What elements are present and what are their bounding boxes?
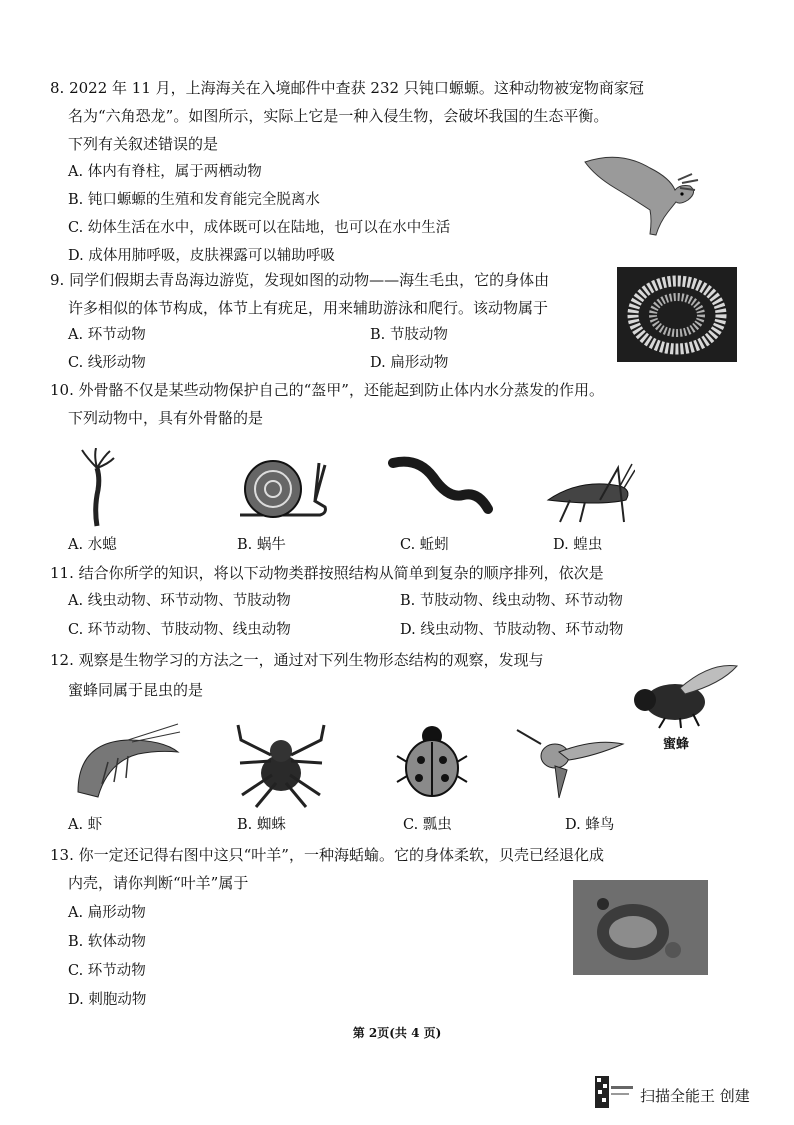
q8-stem-line2: 名为“六角恐龙”。如图所示，实际上它是一种入侵生物，会破坏我国的生态平衡。 — [68, 107, 609, 125]
q11-option-c: C. 环节动物、节肢动物、线虫动物 — [68, 622, 291, 638]
q8-option-a: A. 体内有脊柱，属于两栖动物 — [68, 164, 262, 180]
q11-stem-line1: 11. 结合你所学的知识，将以下动物类群按照结构从简单到复杂的顺序排列，依次是 — [50, 564, 604, 582]
page-number: 第 2页(共 4 页) — [352, 1026, 442, 1040]
snail-image — [235, 455, 330, 523]
q12-option-d: D. 蜂鸟 — [565, 817, 615, 833]
hummingbird-image — [515, 722, 625, 802]
q11-option-d: D. 线虫动物、节肢动物、环节动物 — [400, 622, 624, 638]
q13-option-d: D. 刺胞动物 — [68, 992, 147, 1008]
q12-option-b: B. 蜘蛛 — [237, 817, 286, 833]
hydra-image — [72, 448, 122, 528]
q10-stem-line1: 10. 外骨骼不仅是某些动物保护自己的“盔甲”，还能起到防止体内水分蒸发的作用。 — [50, 381, 604, 399]
q12-option-c: C. 瓢虫 — [403, 817, 452, 833]
q12-stem-line2: 蜜蜂同属于昆虫的是 — [68, 681, 204, 699]
leaf-sheep-image — [573, 880, 708, 975]
scanner-watermark: 扫描全能王 创建 — [640, 1087, 750, 1105]
q13-option-c: C. 环节动物 — [68, 963, 146, 979]
q10-option-c: C. 蚯蚓 — [400, 537, 449, 553]
axolotl-image — [580, 150, 710, 240]
q13-option-a: A. 扁形动物 — [68, 905, 146, 921]
q10-option-b: B. 蜗牛 — [237, 537, 286, 553]
q8-option-b: B. 钝口螈螈的生殖和发育能完全脱离水 — [68, 192, 320, 208]
q8-option-d: D. 成体用肺呼吸，皮肤裸露可以辅助呼吸 — [68, 248, 335, 264]
q9-stem-line2: 许多相似的体节构成，体节上有疣足，用来辅助游泳和爬行。该动物属于 — [68, 299, 549, 317]
q10-option-a: A. 水螅 — [68, 537, 117, 553]
q13-stem-line1: 13. 你一定还记得右图中这只“叶羊”，一种海蛞蝓。它的身体柔软，贝壳已经退化成 — [50, 846, 604, 864]
q9-option-b: B. 节肢动物 — [370, 327, 448, 343]
q8-stem-line3: 下列有关叙述错误的是 — [68, 135, 219, 153]
q8-stem-line1: 8. 2022 年 11 月，上海海关在入境邮件中查获 232 只钝口螈螈。这种动物被宠物商家冠 — [50, 79, 644, 97]
q9-option-c: C. 线形动物 — [68, 355, 146, 371]
q12-option-a: A. 虾 — [68, 817, 103, 833]
sea-worm-image — [617, 267, 737, 362]
bee-label: 蜜蜂 — [663, 737, 690, 752]
q13-option-b: B. 软体动物 — [68, 934, 146, 950]
q13-stem-line2: 内壳，请你判断“叶羊”属于 — [68, 874, 249, 892]
shrimp-image — [68, 722, 183, 807]
q9-stem-line1: 9. 同学们假期去青岛海边游览，发现如图的动物——海生毛虫，它的身体由 — [50, 271, 550, 289]
q11-option-a: A. 线虫动物、环节动物、节肢动物 — [68, 593, 291, 609]
q10-option-d: D. 蝗虫 — [553, 537, 603, 553]
q9-option-a: A. 环节动物 — [68, 327, 146, 343]
locust-image — [540, 460, 635, 525]
earthworm-image — [388, 455, 493, 523]
q8-option-c: C. 幼体生活在水中，成体既可以在陆地，也可以在水中生活 — [68, 220, 451, 236]
scanner-logo-icon — [595, 1076, 635, 1108]
q10-stem-line2: 下列动物中，具有外骨骼的是 — [68, 409, 264, 427]
ladybug-image — [395, 722, 470, 802]
q9-option-d: D. 扁形动物 — [370, 355, 449, 371]
q11-option-b: B. 节肢动物、线虫动物、环节动物 — [400, 593, 623, 609]
bee-image — [625, 660, 740, 730]
spider-image — [236, 715, 326, 810]
q12-stem-line1: 12. 观察是生物学习的方法之一，通过对下列生物形态结构的观察，发现与 — [50, 651, 544, 669]
